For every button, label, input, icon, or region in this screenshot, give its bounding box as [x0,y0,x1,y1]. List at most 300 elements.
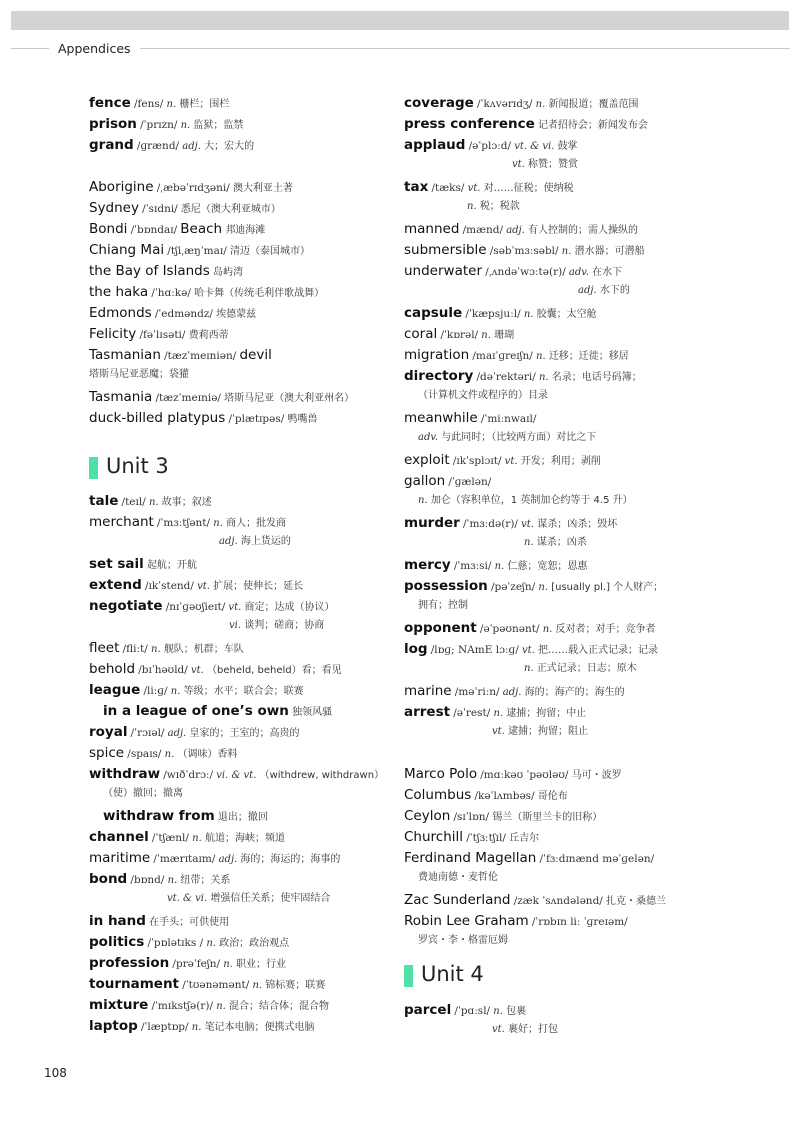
glossary-entry [89,391,354,405]
glossary-entry [89,328,229,342]
headword: channel [89,829,149,845]
definition: 扎克・桑德兰 [606,896,667,907]
definition-line [103,789,183,799]
headword: tax [404,179,429,195]
part-of-speech: adj. [502,687,522,698]
unit-marker [89,457,98,479]
pronunciation: /ˈedməndz/ [154,308,213,320]
definition: 名录；电话号码簿； [551,372,642,383]
definition-line [89,370,189,380]
headword: Bondi [89,221,128,237]
unit-title: Unit 4 [421,962,484,986]
pronunciation: /ˈtʃænl/ [151,832,189,844]
definition-line [492,1025,558,1035]
headword: maritime [89,850,151,866]
definition: 大；宏大的 [204,141,255,152]
part-of-speech: vt. [197,581,210,592]
part-of-speech: n. [164,749,175,760]
headword: mercy [404,557,451,573]
pronunciation: /ˈtʊənəmənt/ [182,979,250,991]
glossary-entry [404,328,514,342]
glossary-entry [89,726,300,740]
part-of-speech: vt. [228,602,242,613]
pronunciation: /prəˈfeʃn/ [172,958,221,970]
pronunciation: /spaɪs/ [127,748,162,760]
definition: 商定；达成（协议） [244,602,335,613]
unit-marker [404,965,413,987]
glossary-entry [404,643,658,657]
part-of-speech: n. [148,497,159,508]
headword: exploit [404,452,450,468]
headword: politics [89,934,145,950]
headword: in a league of one’s own [103,703,289,719]
definition: 锦标赛；联赛 [265,980,326,991]
definition: 对……征税；使纳税 [483,183,574,194]
definition: 逮捕；拘留；中止 [506,708,587,719]
definition: 裹好；打包 [508,1024,559,1035]
headword: in hand [89,913,146,929]
glossary-entry [404,265,622,279]
definition-line [524,538,587,548]
part-of-speech: vt. [521,645,535,656]
part-of-speech: n. [167,875,178,886]
pronunciation: /fens/ [134,98,164,110]
part-of-speech: adj. [167,728,187,739]
header-rule-right [140,48,790,49]
glossary-entry [89,97,229,111]
glossary-entry [404,894,666,908]
definition: 纽带；关系 [180,875,231,886]
glossary-entry [89,244,310,258]
definition: 海的；海运的；海事的 [240,854,341,865]
pronunciation: /məˈriːn/ [454,686,500,698]
pronunciation: /wɪðˈdrɔː/ [163,769,214,781]
headword: Sydney [89,200,139,216]
headword: tale [89,493,119,509]
part-of-speech: n. [524,537,534,548]
glossary-entry [404,307,597,321]
headword: Ferdinand Magellan [404,850,537,866]
definition: 开发；利用；剥削 [520,456,601,467]
pronunciation: /ˈtʃɜːtʃɪl/ [466,832,506,844]
definition: 丘吉尔 [509,833,540,844]
definition: 水下的 [599,285,630,296]
glossary-entry [89,642,244,656]
headword: coverage [404,95,474,111]
part-of-speech: n. [493,708,504,719]
glossary-entry [404,580,663,594]
definition-line [219,537,291,547]
pronunciation: /ɪkˈstend/ [144,580,194,592]
headword: withdraw [89,766,161,782]
definition-line [418,936,508,946]
headword: Edmonds [89,305,152,321]
glossary-entry [103,810,268,824]
pronunciation: /ˈpɑːsl/ [454,1005,491,1017]
glossary-entry [404,244,645,258]
definition: 哥伦布 [537,791,568,802]
part-of-speech: n. [524,663,534,674]
definition: 谋杀；凶杀 [536,537,587,548]
headword: negotiate [89,598,163,614]
headword: manned [404,221,460,237]
glossary-entry [404,517,617,531]
definition: 费莉西蒂 [188,330,229,341]
headword: arrest [404,704,451,720]
part-of-speech: n. [180,120,191,131]
part-of-speech: adj. [578,285,597,296]
glossary-entry [89,223,265,237]
glossary-entry [89,579,303,593]
definition: 记者招待会；新闻发布会 [537,120,648,131]
pronunciation: /maɪˈɡreɪʃn/ [472,350,533,362]
pronunciation: /ˈsɪdni/ [142,203,178,215]
part-of-speech: adj. [182,141,201,152]
definition: 马可・波罗 [571,770,622,781]
part-of-speech: vt. [512,159,525,170]
pronunciation: /tʃiˌæŋˈmaɪ/ [167,245,227,257]
glossary-entry [89,852,340,866]
glossary-entry [89,747,237,761]
headword: grand [89,137,134,153]
headword: extend [89,577,142,593]
definition: 清迈（泰国城市） [229,246,310,257]
pronunciation: /ˈmɜːdə(r)/ [463,518,518,530]
definition: 珊瑚 [494,330,515,341]
headword: Felicity [89,326,137,342]
glossary-entry [89,495,212,509]
part-of-speech: adv. [418,432,439,443]
glossary-entry [89,873,230,887]
pronunciation: /fliːt/ [122,643,148,655]
glossary-entry [89,307,256,321]
headword: possession [404,578,488,594]
pronunciation: /tæks/ [431,182,465,194]
part-of-speech: n. [170,686,181,697]
definition: （withdrew, withdrawn） [259,770,385,781]
glossary-entry [89,202,281,216]
pronunciation: /ˈmærɪtaɪm/ [153,853,216,865]
glossary-entry [89,915,229,929]
glossary-entry [404,349,629,363]
glossary-entry [89,181,293,195]
definition-line [524,664,637,674]
pronunciation: /liːɡ/ [143,685,168,697]
part-of-speech: vt. & vi. [167,893,208,904]
headword: applaud [404,137,466,153]
definition-line [418,391,548,401]
pronunciation: /ˈpɒlətɪks / [147,937,204,949]
section-label: Appendices [58,41,131,56]
headword: merchant [89,514,154,530]
pronunciation: /ɡrænd/ [136,140,180,152]
pronunciation: /fəˈlɪsəti/ [139,329,186,341]
definition: 费迪南德・麦哲伦 [418,872,498,883]
pronunciation: /ˌæbəˈrɪdʒəni/ [156,182,230,194]
definition: 包裹 [506,1006,527,1017]
unit-title: Unit 3 [106,454,169,478]
page-number: 108 [44,1066,67,1080]
definition: 悉尼（澳大利亚城市） [180,204,281,215]
definition: 锡兰（斯里兰卡的旧称） [492,812,603,823]
definition: 笔记本电脑；便携式电脑 [204,1022,315,1033]
definition: 埃德蒙兹 [216,309,257,320]
part-of-speech: n. [523,309,534,320]
definition: 拥有；控制 [418,600,468,611]
part-of-speech: vt. [504,456,518,467]
pronunciation: /ˈmiːnwaɪl/ [480,413,537,425]
glossary-entry [404,706,586,720]
part-of-speech: vt. [492,726,505,737]
glossary-entry [404,915,628,929]
definition: 哈卡舞（传统毛利伴歌战舞） [194,288,325,299]
headword: Marco Polo [404,766,478,782]
definition: 谈判；磋商；协商 [244,620,325,631]
headword: fleet [89,640,120,656]
headword: tournament [89,976,180,992]
pronunciation: /ˈɡælən/ [448,476,492,488]
headword: mixture [89,997,149,1013]
headword: submersible [404,242,487,258]
glossary-entry [89,684,304,698]
pronunciation: /lɒɡ; NAmE lɔːɡ/ [430,644,519,656]
definition: 皇家的；王室的；高贵的 [189,728,300,739]
part-of-speech: n. [561,246,572,257]
part-of-speech: n. [467,201,477,212]
pronunciation: /ˈplætɪpəs/ [228,413,285,425]
glossary-entry [404,181,574,195]
part-of-speech: adj. [506,225,525,236]
glossary-entry [404,223,638,237]
headword: opponent [404,620,477,636]
glossary-entry [404,622,656,636]
definition-line [418,433,596,443]
glossary-entry [89,978,325,992]
pronunciation: /əˈplɔːd/ [468,140,512,152]
pronunciation: /ˈrɔɪəl/ [130,727,165,739]
headword: log [404,641,428,657]
glossary-entry [89,936,289,950]
definition: 鼓掌 [557,141,578,152]
glossary-entry [89,663,342,677]
headword: underwater [404,263,483,279]
definition: 邦迪海滩 [225,225,266,236]
glossary-entry [89,1020,315,1034]
definition: 逮捕；拘留；阻止 [508,726,589,737]
headword: behold [89,661,136,677]
headword: directory [404,368,474,384]
pronunciation: /ˈrɒbɪn liː ˈɡreɪəm/ [531,916,628,928]
pronunciation: /pəˈzeʃn/ [490,581,536,593]
headword: marine [404,683,452,699]
definition: 与此同时；（比较两方面）对比之下 [441,432,597,443]
part-of-speech: vt. [521,519,535,530]
definition: 塔斯马尼亚恶魔；袋獾 [89,369,189,380]
definition: 在水下 [592,267,623,278]
glossary-entry [404,370,642,384]
definition: 商人；批发商 [226,518,287,529]
definition: 新闻报道；覆盖范围 [548,99,639,110]
glossary-entry [404,768,622,782]
headword: murder [404,515,460,531]
definition: 起航；开航 [146,560,197,571]
part-of-speech: n. [493,1006,503,1017]
definition: 在手头；可供使用 [149,917,230,928]
glossary-entry [89,600,334,614]
headword: meanwhile [404,410,478,426]
glossary-entry [103,705,332,719]
definition: 谋杀；凶杀；毁坏 [537,519,618,530]
glossary-entry [404,412,536,426]
headword: spice [89,745,125,761]
glossary-entry [89,118,243,132]
headword: Robin Lee Graham [404,913,529,929]
definition: 仁慈；宽恕；恩惠 [507,561,588,572]
definition-line [512,160,578,170]
definition: 塔斯马尼亚（澳大利亚州名） [224,393,355,404]
part-of-speech: n. [213,518,223,529]
part-of-speech: vt. [492,1024,505,1035]
definition: 胶囊；太空舱 [536,309,597,320]
definition-line [418,873,498,883]
definition: （使）撤回；撤离 [103,788,183,799]
definition: 把……载入正式记录；记录 [537,645,658,656]
headword: Columbus [404,787,472,803]
part-of-speech: n. [191,1022,202,1033]
headword: withdraw from [103,808,215,824]
definition: 海上货运的 [240,536,291,547]
glossary-entry [89,139,254,153]
pronunciation: /ˈmɪkstʃə(r)/ [151,1000,213,1012]
definition: 称赞；赞赏 [528,159,579,170]
part-of-speech: vi. [229,620,242,631]
glossary-entry [404,139,578,153]
definition-line [492,727,588,737]
pronunciation: /ˈhɑːkə/ [151,287,191,299]
glossary-entry [89,768,384,782]
definition: 有人控制的；需人操纵的 [528,225,639,236]
pronunciation: /ˈlæptɒp/ [140,1021,189,1033]
definition: 迁移；迁徙；移居 [548,351,629,362]
definition-line [418,496,633,506]
part-of-speech: n. [223,959,233,970]
definition: 鸭嘴兽 [287,414,318,425]
part-of-speech: n. [538,372,549,383]
pronunciation: /mɑːkəʊ ˈpəʊləʊ/ [480,769,569,781]
part-of-speech: n. [151,644,161,655]
glossary-entry [404,810,602,824]
definition: （调味）香料 [177,749,238,760]
headword: Tasmania [89,389,153,405]
glossary-entry [404,454,601,468]
headword: gallon [404,473,446,489]
part-of-speech: vt. & vi. [514,141,555,152]
definition: 航道；海峡；频道 [204,833,285,844]
headword: capsule [404,305,463,321]
part-of-speech: adj. [218,854,238,865]
part-of-speech: adj. [219,536,238,547]
glossary-entry [89,265,243,279]
glossary-entry [404,475,491,489]
glossary-entry [89,286,324,300]
definition: 岛屿湾 [212,267,243,278]
glossary-entry [89,999,329,1013]
definition-line [229,621,324,631]
definition: 税；税款 [479,201,520,212]
definition: 退出；撤回 [217,812,268,823]
definition: 职业；行业 [236,959,287,970]
definition: 舰队；机群；车队 [163,644,244,655]
glossary-entry [404,118,648,132]
part-of-speech: n. [206,938,216,949]
definition: 独领风骚 [292,707,333,718]
pronunciation: /ˈfɜːdɪnænd məˈɡelən/ [539,853,655,865]
part-of-speech: n. [192,833,202,844]
glossary-entry [89,516,286,530]
definition: 潜水器；可潜船 [574,246,645,257]
part-of-speech: n. [216,1001,226,1012]
definition: 增强信任关系；使牢固结合 [210,893,331,904]
pronunciation: /ˈmɜːsi/ [453,560,492,572]
definition: 监狱；监禁 [193,120,244,131]
definition: 澳大利亚土著 [232,183,293,194]
pronunciation: /ˌʌndəˈwɔːtə(r)/ [485,266,566,278]
glossary-entry [404,97,638,111]
definition: 等级；水平；联合会；联赛 [183,686,304,697]
definition-line [167,894,330,904]
headword: migration [404,347,470,363]
headword: bond [89,871,128,887]
definition-line [418,601,468,611]
part-of-speech: n. [538,582,549,593]
glossary-entry [404,1004,526,1018]
definition: 正式记录；日志；原木 [536,663,637,674]
headword: Churchill [404,829,464,845]
glossary-entry [89,831,285,845]
definition: [usually pl.] 个人财产； [551,582,664,593]
pronunciation: /mænd/ [462,224,503,236]
pronunciation: /ˈbɒndaɪ/ [130,224,178,236]
headword: Zac Sunderland [404,892,511,908]
pronunciation: /teɪl/ [121,496,146,508]
definition: 扩展；使伸长；延长 [213,581,304,592]
headword: royal [89,724,128,740]
pronunciation: /ˈkɒrəl/ [440,329,479,341]
pronunciation: /ˈmɜːtʃənt/ [157,517,211,529]
pronunciation: /sɪˈlɒn/ [453,811,490,823]
part-of-speech: adv. [568,267,589,278]
part-of-speech: n. [542,624,553,635]
definition: （计算机文件或程序的）目录 [418,390,548,401]
part-of-speech: n. [535,99,546,110]
pronunciation: /bɒnd/ [130,874,165,886]
pronunciation: /ɪkˈsplɔɪt/ [452,455,502,467]
definition: 栅栏；围栏 [179,99,230,110]
part-of-speech: vi. & vt. [216,770,257,781]
pronunciation: /əˈrest/ [453,707,491,719]
pronunciation: /bɪˈhəʊld/ [138,664,188,676]
definition: 海的；海产的；海生的 [524,687,625,698]
pronunciation: /kəˈlʌmbəs/ [474,790,535,802]
pronunciation: /nɪˈɡəʊʃieɪt/ [165,601,226,613]
part-of-speech: n. [536,351,546,362]
headword: set sail [89,556,144,572]
part-of-speech: n. [494,561,505,572]
headword-continued: Beach [180,221,223,237]
definition: 政治；政治观点 [219,938,290,949]
glossary-entry [404,831,539,845]
definition-line [467,202,520,212]
